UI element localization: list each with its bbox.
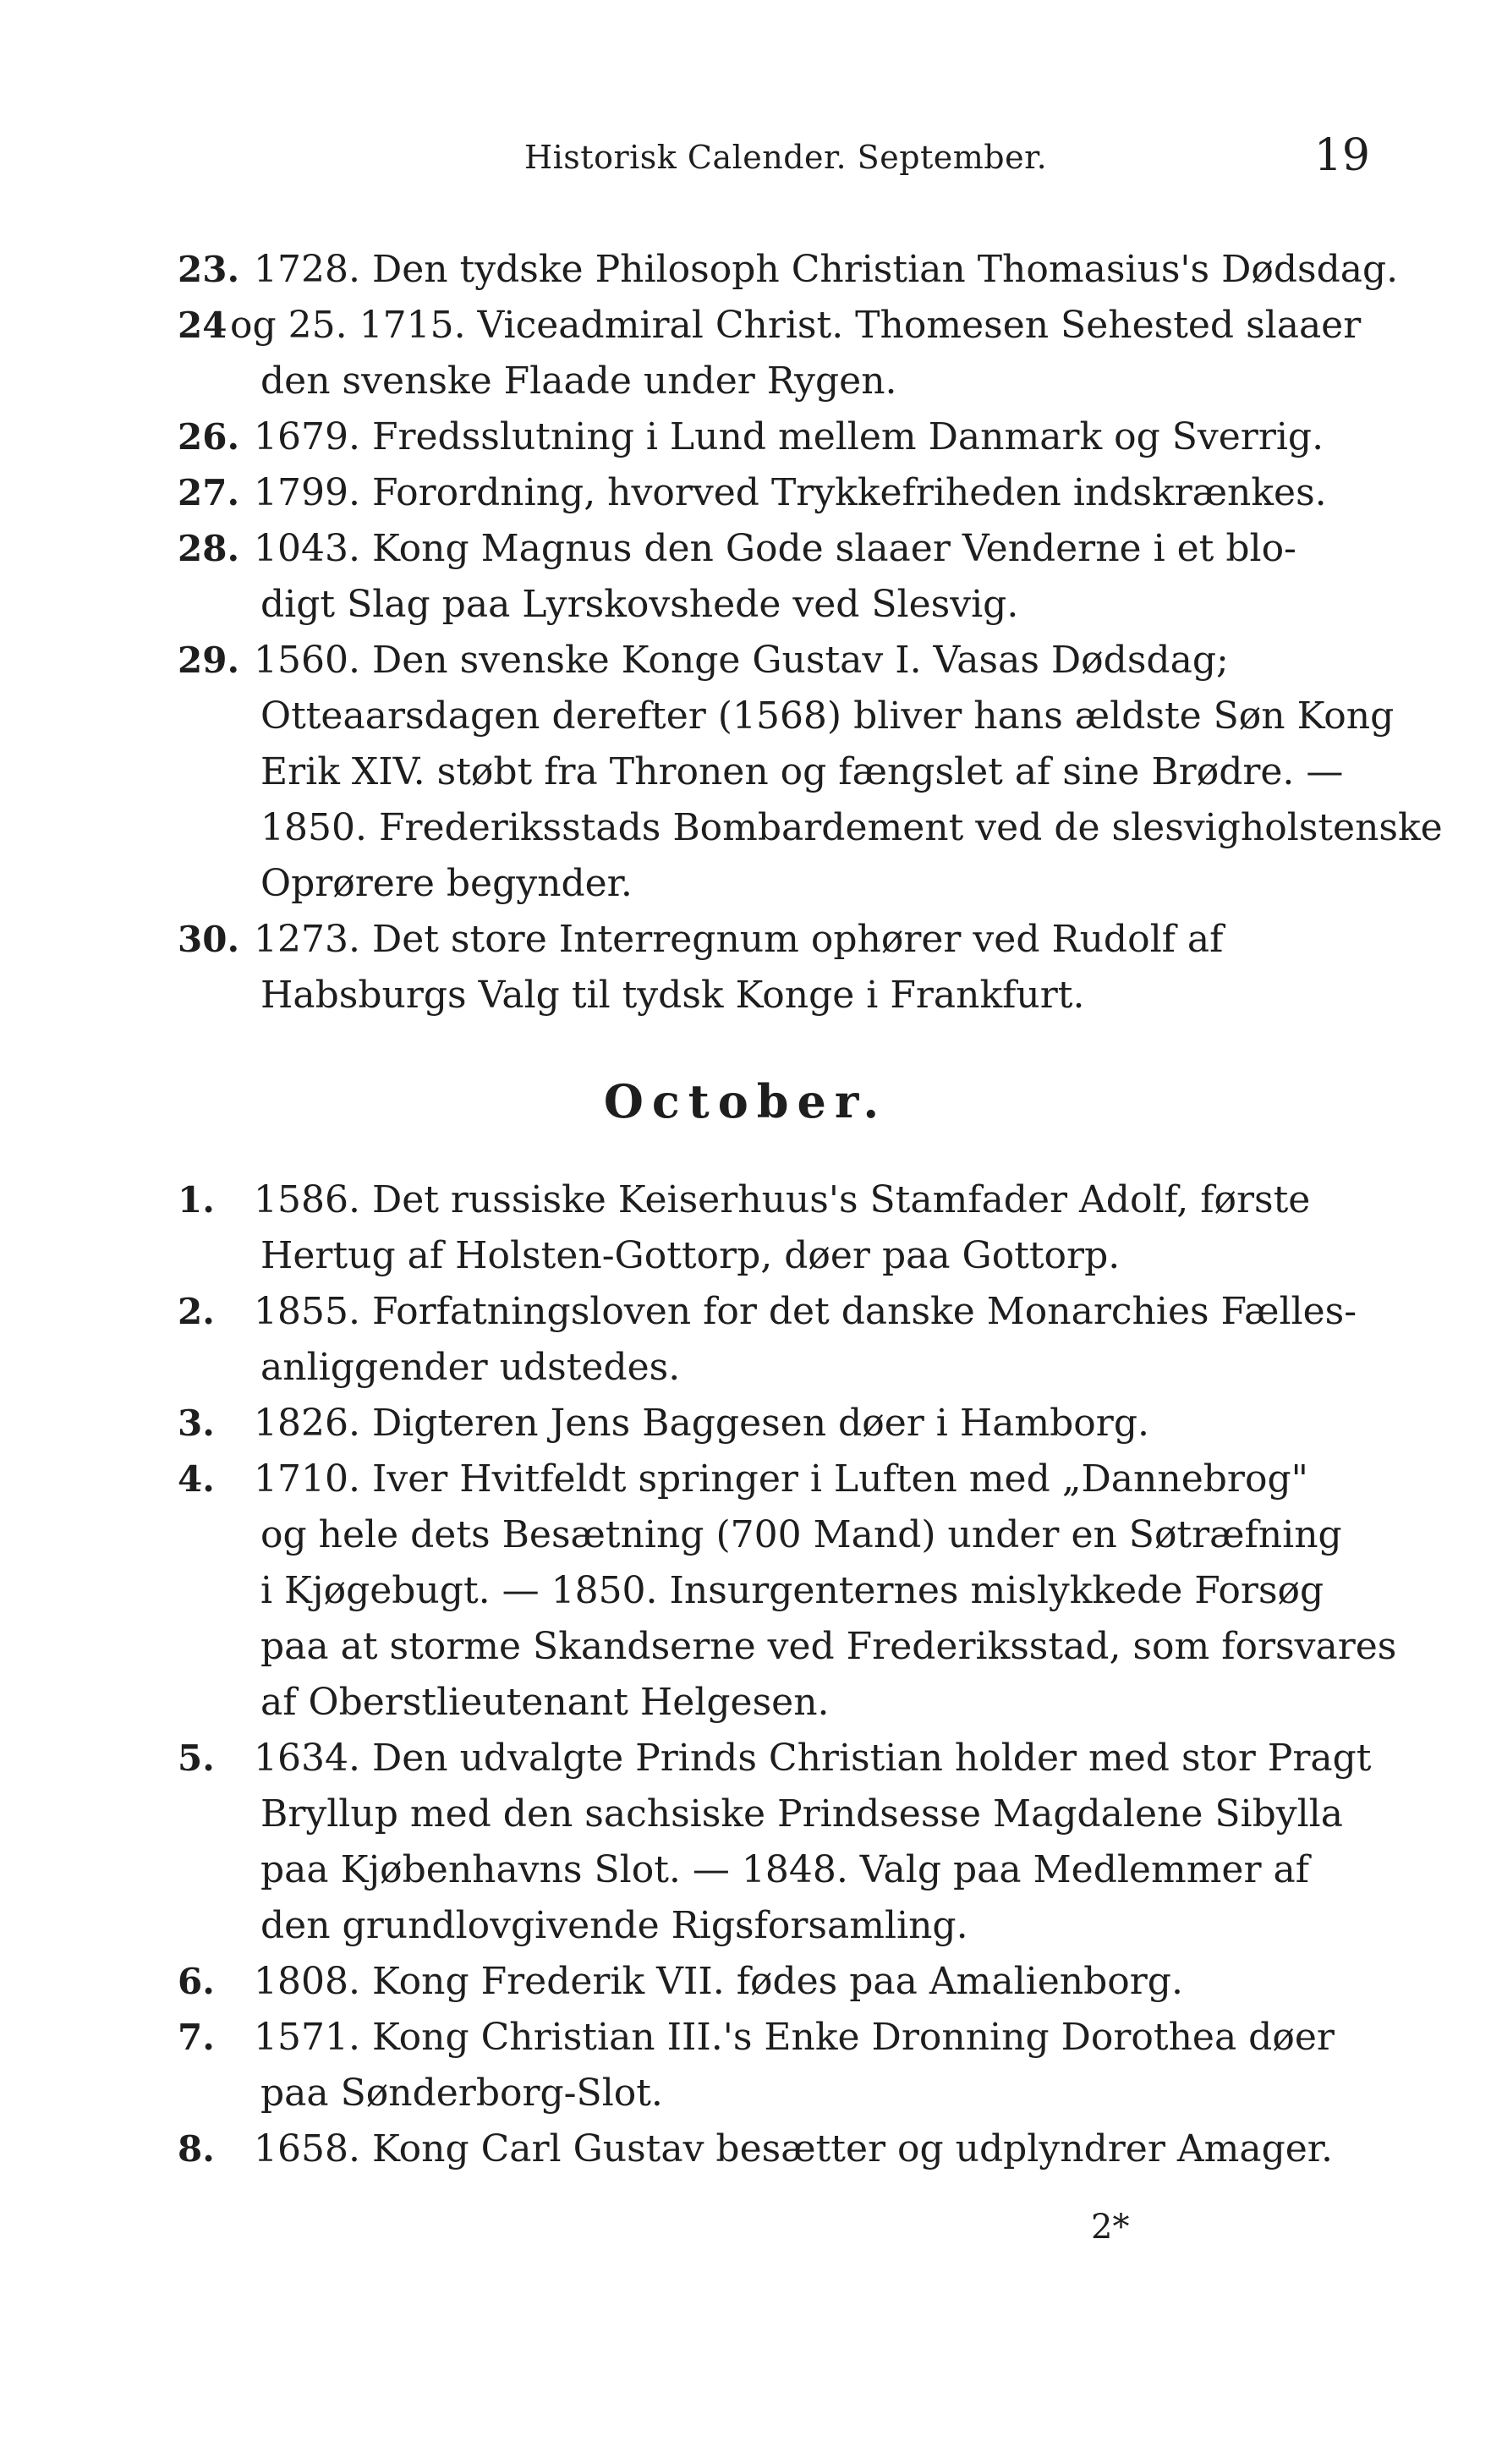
entry-line: Erik XIV. støbt fra Thronen og fængslet af sine Brødre. — — [260, 750, 1344, 793]
october-entries — [178, 1172, 1397, 2177]
calendar-entry — [178, 1396, 1387, 1452]
entry-day: 3. — [178, 1402, 215, 1444]
signature-mark: 2* — [1091, 2208, 1130, 2247]
calendar-entry — [178, 1954, 1387, 2010]
entry-line: 1855. Forfatningsloven for det danske Monarchies Fælles- — [254, 1290, 1357, 1333]
entry-line: 1634. Den udvalgte Prinds Christian holder med stor Pragt — [254, 1737, 1372, 1780]
entry-day: 7. — [178, 2017, 215, 2058]
entry-day: 30. — [178, 919, 240, 960]
calendar-entry — [178, 521, 1387, 633]
entry-line: 1850. Frederiksstads Bombardement ved de slesvigholstenske — [260, 806, 1443, 849]
entry-line: paa at storme Skandserne ved Frederiksstad, som forsvares — [260, 1625, 1397, 1668]
calendar-entry — [178, 1452, 1397, 1731]
calendar-entry — [178, 1284, 1387, 1396]
entry-line: 1273. Det store Interregnum ophører ved Rudolf af — [254, 918, 1224, 961]
entry-day: 5. — [178, 1737, 215, 1779]
entry-line: 1799. Forordning, hvorved Trykkefriheden indskrænkes. — [254, 471, 1327, 514]
entry-line: 1658. Kong Carl Gustav besætter og udplyndrer Amager. — [254, 2127, 1333, 2170]
entry-line: Hertug af Holsten-Gottorp, døer paa Gottorp. — [260, 1234, 1121, 1277]
entry-day: 4. — [178, 1458, 215, 1500]
entry-line: 1571. Kong Christian III.'s Enke Dronning Dorothea døer — [254, 2016, 1335, 2059]
page-number: 19 — [1313, 130, 1370, 181]
entry-line: Otteaarsdagen derefter (1568) bliver hans ældste Søn Kong — [260, 694, 1395, 738]
entry-line: Bryllup med den sachsiske Prindsesse Magdalene Sibylla — [260, 1792, 1343, 1836]
entry-line: 1586. Det russiske Keiserhuus's Stamfader Adolf, første — [254, 1178, 1311, 1221]
calendar-entry — [178, 1172, 1387, 1284]
running-title: Historisk Calender. September. — [524, 139, 1048, 176]
entry-line: og 25. 1715. Viceadmiral Christ. Thomesen Sehested slaaer — [230, 304, 1362, 347]
calendar-entry — [178, 2010, 1387, 2121]
entry-line: af Oberstlieutenant Helgesen. — [260, 1681, 830, 1724]
running-header — [524, 127, 1370, 195]
entry-day: 8. — [178, 2128, 215, 2170]
calendar-entry — [178, 409, 1387, 465]
entry-line: paa Sønderborg-Slot. — [260, 2072, 663, 2115]
entry-line: Habsburgs Valg til tydsk Konge i Frankfurt. — [260, 974, 1085, 1017]
entry-day: 1. — [178, 1179, 215, 1221]
entry-line: i Kjøgebugt. — 1850. Insurgenternes mislykkede Forsøg — [260, 1569, 1324, 1612]
entry-day: 27. — [178, 472, 240, 513]
entry-line: 1808. Kong Frederik VII. fødes paa Amalienborg. — [254, 1960, 1183, 2003]
entry-day: 2. — [178, 1291, 215, 1332]
entry-line: anliggender udstedes. — [260, 1346, 681, 1389]
entry-day: 23. — [178, 249, 240, 290]
entry-line: digt Slag paa Lyrskovshede ved Slesvig. — [260, 583, 1019, 626]
entry-day: 6. — [178, 1961, 215, 2002]
entry-line: den grundlovgivende Rigsforsamling. — [260, 1904, 968, 1947]
entry-line: Oprørere begynder. — [260, 862, 633, 905]
entry-line: 1560. Den svenske Konge Gustav I. Vasas Dødsdag; — [254, 639, 1229, 682]
calendar-entry — [178, 298, 1387, 409]
entry-line: den svenske Flaade under Rygen. — [260, 359, 897, 403]
september-entries — [178, 242, 1443, 1023]
entry-line: 1710. Iver Hvitfeldt springer i Luften med „Dannebrog" — [254, 1457, 1308, 1501]
entry-day: 26. — [178, 416, 240, 458]
calendar-entry — [178, 912, 1387, 1023]
calendar-entry — [178, 2121, 1387, 2177]
calendar-entry — [178, 242, 1399, 298]
entry-line: 1043. Kong Magnus den Gode slaaer Venderne i et blo- — [254, 527, 1296, 570]
entry-day: 29. — [178, 639, 240, 681]
entry-line: og hele dets Besætning (700 Mand) under en Søtræfning — [260, 1513, 1342, 1556]
entry-line: 1679. Fredsslutning i Lund mellem Danmark og Sverrig. — [254, 415, 1324, 458]
calendar-entry — [178, 465, 1387, 521]
entry-day: 24 — [178, 305, 227, 346]
month-heading: October. — [603, 1074, 888, 1128]
entry-line: paa Kjøbenhavns Slot. — 1848. Valg paa Medlemmer af — [260, 1848, 1309, 1891]
entry-day: 28. — [178, 528, 240, 569]
calendar-entry — [178, 1731, 1387, 1954]
entry-line: 1826. Digteren Jens Baggesen døer i Hamborg. — [254, 1402, 1149, 1445]
entry-line: 1728. Den tydske Philosoph Christian Thomasius's Dødsdag. — [254, 248, 1399, 291]
calendar-entry — [178, 633, 1443, 912]
